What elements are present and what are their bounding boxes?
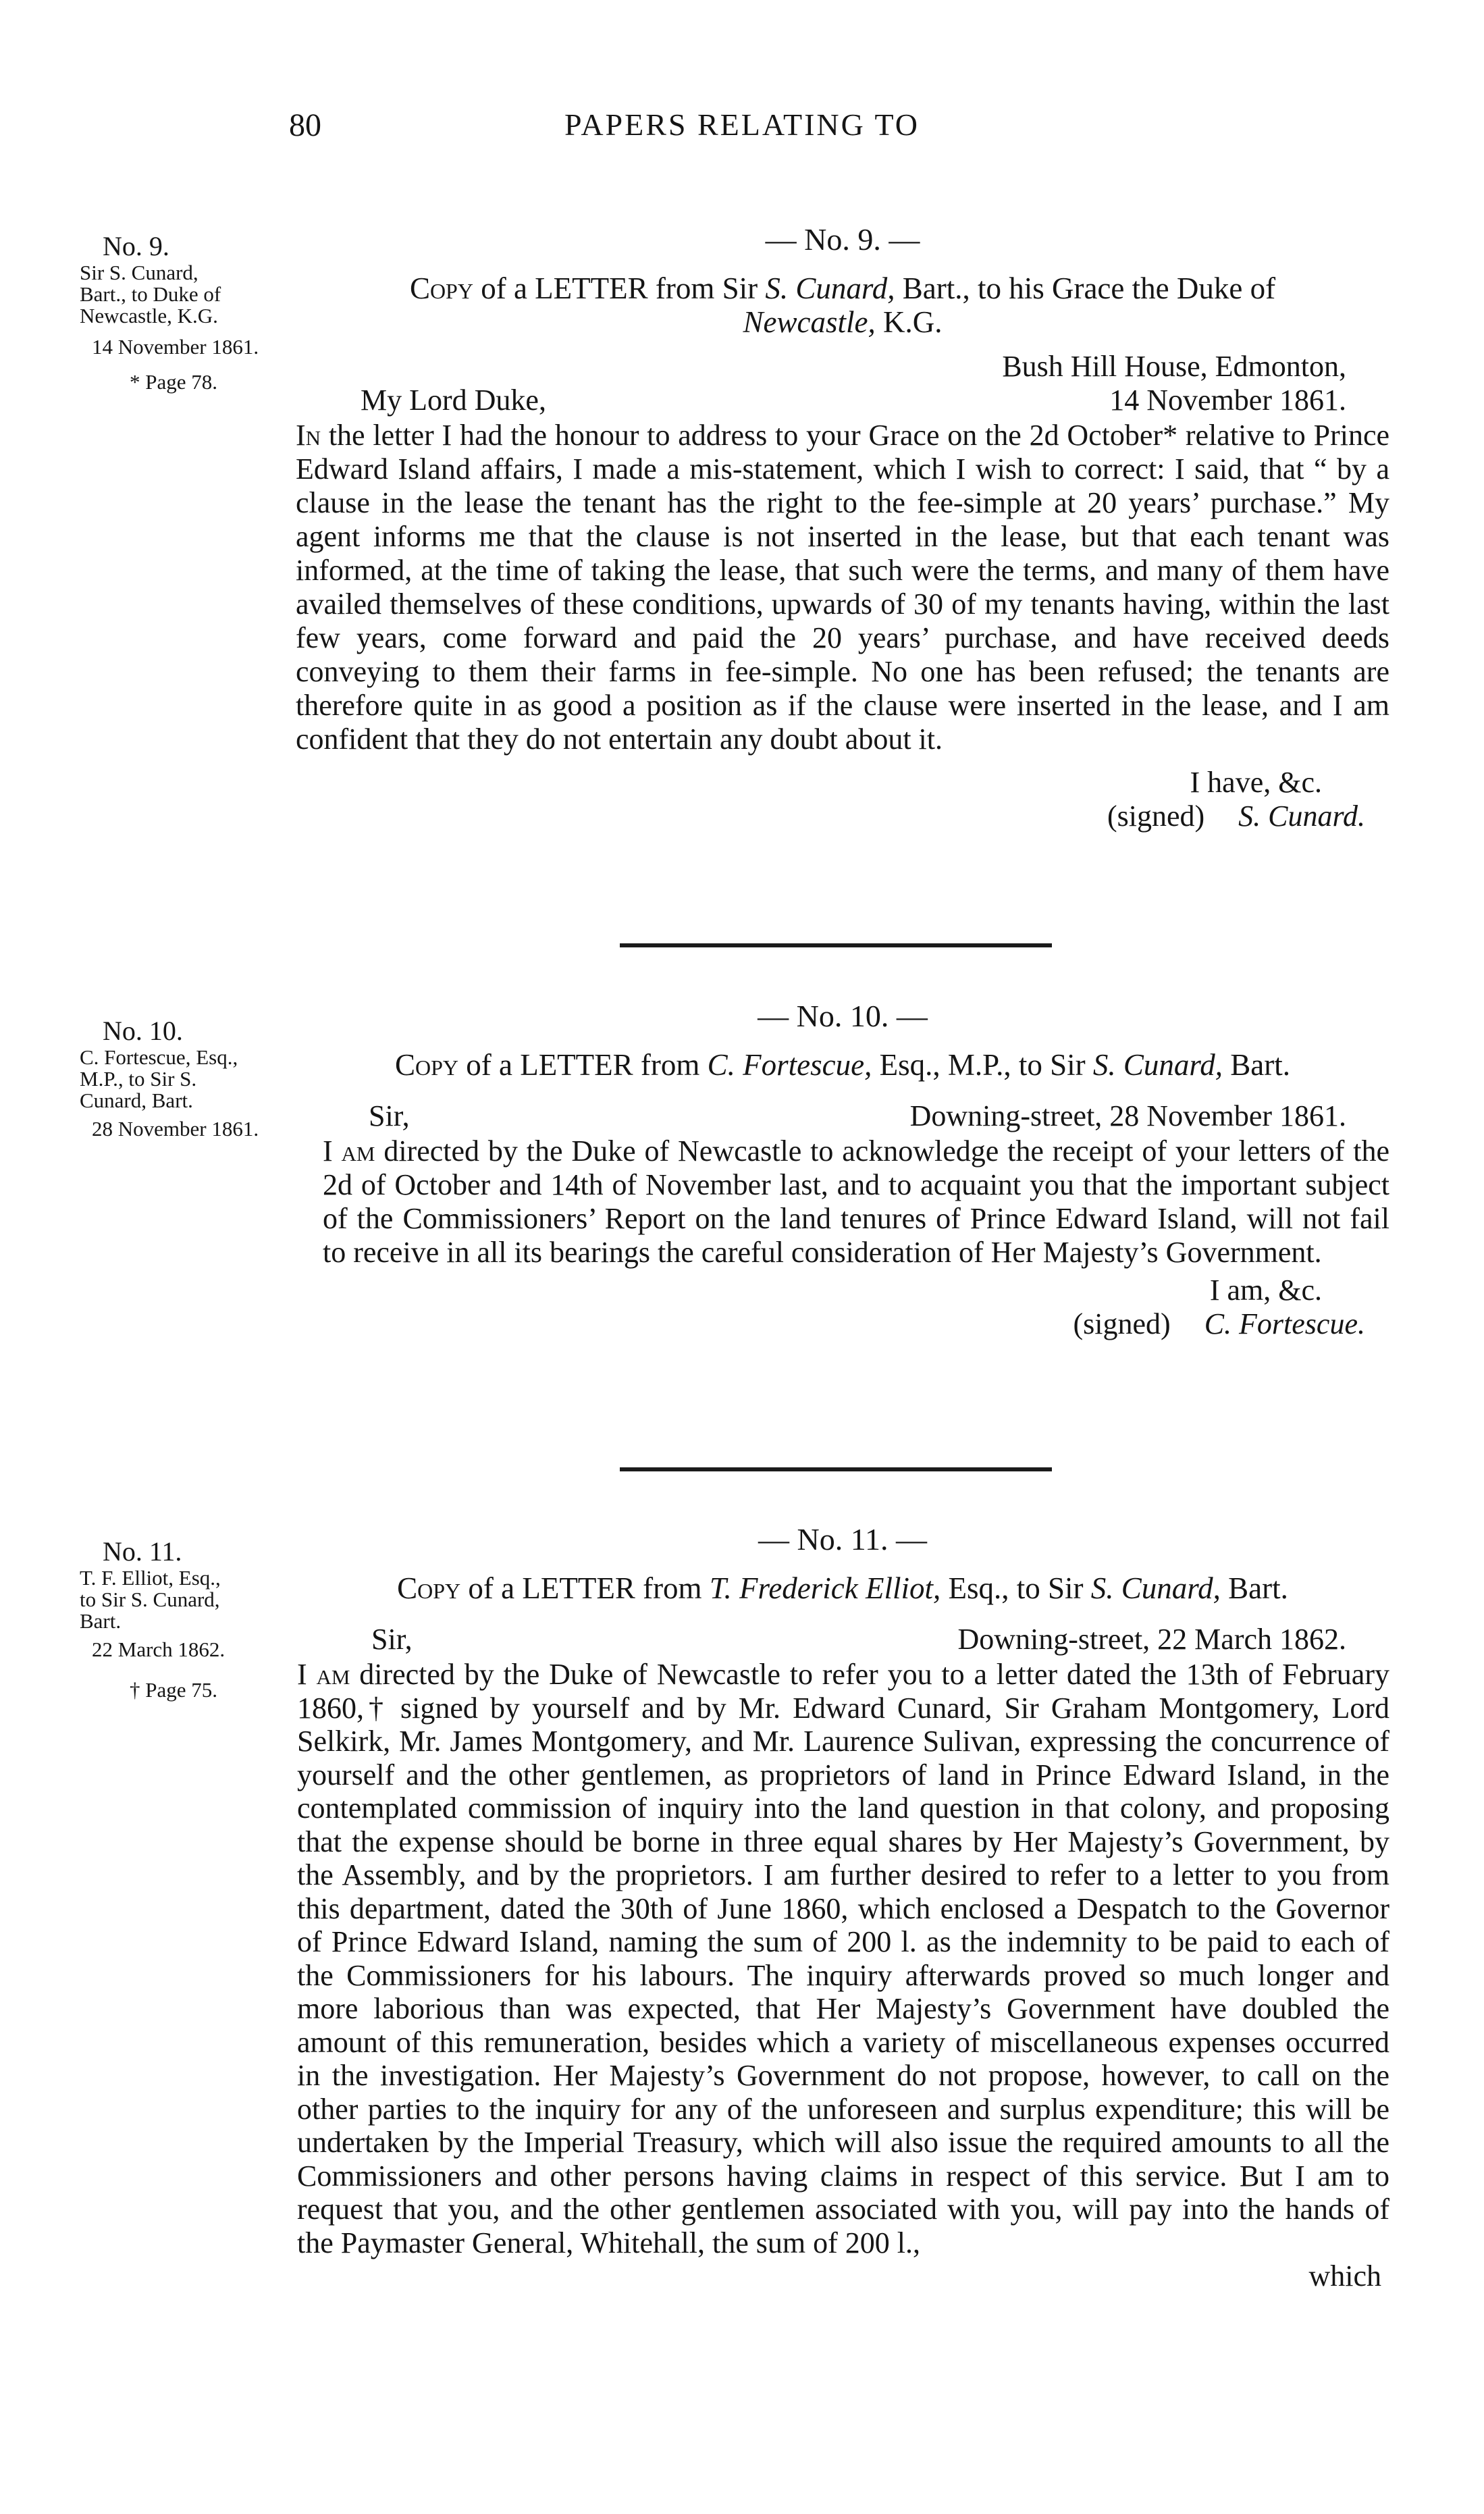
- letter-content: [296, 223, 1389, 833]
- letter-body: [296, 1658, 1389, 2259]
- letter-body-text: directed by the Duke of Newcastle to refer you to a letter dated the 13th of February 1860,† signed by yourself and by Mr. Edward Cunard, Sir Graham Montgomery, Lord Selkirk, Mr. James Montgomery, and Mr. Laurence Sulivan, expressing the concurrence of yourself and the other gentlemen, as proprietors of land in Prince Edward Island, in the contemplated commission of inquiry into the land question in that colony, and proposing that the expense should be borne in three equal shares by Her Majesty’s Government, by the Assembly, and by the proprietors. I am further desired to refer to a letter to you from this department, dated the 30th of June 1860, which enclosed a Despatch to the Governor of Prince Edward Island, naming the sum of 200 l. as the indemnity to be paid to each of the Commissioners for his labours. The inquiry afterwards proved so much longer and more laborious than was expected, that Her Majesty’s Government have doubled the amount of this remuneration, besides which a variety of miscellaneous expenses occurred in the investigation. Her Majesty’s Government do not propose, however, to call on the other parties to the inquiry for any of the unforeseen and surplus expenditure; this will be undertaken by the Imperial Treasury, which will also issue the required amounts to all the Commissioners and other persons having claims in respect of this service. But I am to request that you, and the other gentlemen associated with you, will pay into the hands of the Paymaster General, Whitehall, the sum of 200 l.,: [297, 1658, 1389, 2259]
- title-copy: Copy: [397, 1571, 461, 1605]
- letter-closing: I have, &c.: [1190, 766, 1322, 799]
- document-number: — No. 11. —: [758, 1522, 927, 1556]
- margin-note-party: Cunard, Bart.: [80, 1089, 193, 1112]
- letter-content: [296, 999, 1389, 1341]
- margin-note-date: 22 March 1862.: [92, 1638, 226, 1661]
- sender-address: Bush Hill House, Edmonton,: [1002, 350, 1346, 383]
- margin-note: [80, 231, 296, 393]
- document-number: — No. 9. —: [765, 222, 920, 257]
- margin-note-number: No. 11.: [103, 1536, 182, 1567]
- title-name: S. Cunard,: [1090, 1571, 1221, 1605]
- letter-body: [296, 1134, 1389, 1269]
- title-name: S. Cunard,: [1092, 1048, 1223, 1082]
- letter-lead: I am: [323, 1134, 375, 1168]
- page-number: 80: [289, 107, 321, 143]
- margin-note-party: Newcastle, K.G.: [80, 304, 218, 328]
- section-divider: [620, 943, 1052, 947]
- letter-content: [296, 1523, 1389, 2293]
- margin-note-reference: * Page 78.: [130, 370, 218, 394]
- signature: C. Fortescue.: [1204, 1307, 1365, 1340]
- margin-note: [80, 1016, 296, 1140]
- title-text: Bart., to his Grace the Duke of: [895, 271, 1276, 305]
- letter-body-text: directed by the Duke of Newcastle to acknowledge the receipt of your letters of the 2d of October and 14th of November last, and to acquaint you that the important subject of the Commissioners’ Report on the land tenures of Prince Edward Island, will not fail to receive in all its bearings the careful consideration of Her Majesty’s Government.: [323, 1134, 1389, 1269]
- title-name: S. Cunard,: [765, 271, 895, 305]
- salutation: My Lord Duke,: [361, 384, 546, 417]
- margin-note-date: 28 November 1861.: [92, 1117, 259, 1141]
- letter-closing: I am, &c.: [1209, 1274, 1322, 1307]
- catchword: which: [1308, 2259, 1381, 2293]
- letter-body: [296, 419, 1389, 756]
- title-text: Bart.: [1223, 1048, 1291, 1082]
- margin-note-party: Bart.: [80, 1609, 122, 1633]
- margin-note-party: C. Fortescue, Esq.,: [80, 1045, 238, 1069]
- margin-note-party: Bart., to Duke of: [80, 282, 221, 306]
- title-text: Esq., M.P., to Sir: [872, 1048, 1093, 1082]
- title-copy: Copy: [394, 1048, 458, 1082]
- margin-note-party: to Sir S. Cunard,: [80, 1588, 220, 1611]
- margin-note-date: 14 November 1861.: [92, 335, 259, 359]
- document-title: [296, 271, 1389, 339]
- title-text: K.G.: [875, 305, 943, 339]
- title-text: of a LETTER from Sir: [473, 271, 766, 305]
- title-text: of a LETTER from: [460, 1571, 710, 1605]
- title-text: Bart.: [1220, 1571, 1288, 1605]
- letter-body-text: the letter I had the honour to address to your Grace on the 2d October* relative to Prince Edward Island affairs, I made a mis-statement, which I wish to correct: I said, that “ by a clause in the lease the tenant has the right to the fee-simple at 20 years’ purchase.” My agent informs me that the clause is not inserted in the lease, but that each tenant was informed, at the time of taking the lease, that such were the terms, and many of them have availed themselves of these conditions, upwards of 30 of my tenants having, within the last few years, come forward and paid the 20 years’ purchase, and have received deeds conveying to them their farms in fee-simple. No one has been refused; the tenants are therefore quite in as good a position as if the clause were inserted in the lease, and I am confident that they do not entertain any doubt about it.: [296, 419, 1389, 756]
- margin-note-reference: † Page 75.: [130, 1678, 218, 1702]
- salutation-row: [296, 1099, 1389, 1134]
- margin-note-number: No. 9.: [103, 231, 169, 261]
- margin-note: [80, 1536, 296, 1701]
- salutation: Sir,: [371, 1623, 413, 1656]
- letter-lead: In: [296, 419, 321, 452]
- title-text: of a LETTER from: [458, 1048, 708, 1082]
- margin-note-party: M.P., to Sir S.: [80, 1067, 197, 1091]
- salutation-row: [296, 384, 1389, 419]
- document-title: [296, 1571, 1389, 1605]
- signature-line: [296, 800, 1389, 833]
- salutation: Sir,: [369, 1099, 410, 1132]
- page-heading: PAPERS RELATING TO: [564, 107, 920, 142]
- signed-label: (signed): [1107, 800, 1205, 833]
- letter-date: Downing-street, 28 November 1861.: [909, 1099, 1346, 1132]
- signature: S. Cunard.: [1238, 800, 1365, 833]
- document-number: — No. 10. —: [758, 999, 928, 1033]
- document-title: [296, 1048, 1389, 1082]
- margin-note-party: T. F. Elliot, Esq.,: [80, 1566, 221, 1590]
- letter-lead: I am: [297, 1658, 350, 1691]
- salutation-row: [296, 1623, 1389, 1658]
- title-copy: Copy: [409, 271, 473, 305]
- signed-label: (signed): [1073, 1307, 1171, 1340]
- title-name: T. Frederick Elliot,: [709, 1571, 941, 1605]
- title-name: Newcastle,: [743, 305, 876, 339]
- letter-date: Downing-street, 22 March 1862.: [957, 1623, 1346, 1656]
- margin-note-party: Sir S. Cunard,: [80, 261, 198, 284]
- running-head: [0, 107, 1484, 154]
- letter-date: 14 November 1861.: [1109, 384, 1346, 417]
- margin-note-number: No. 10.: [103, 1016, 183, 1046]
- section-divider: [620, 1467, 1052, 1471]
- title-name: C. Fortescue,: [707, 1048, 872, 1082]
- signature-line: [296, 1307, 1389, 1341]
- title-text: Esq., to Sir: [940, 1571, 1091, 1605]
